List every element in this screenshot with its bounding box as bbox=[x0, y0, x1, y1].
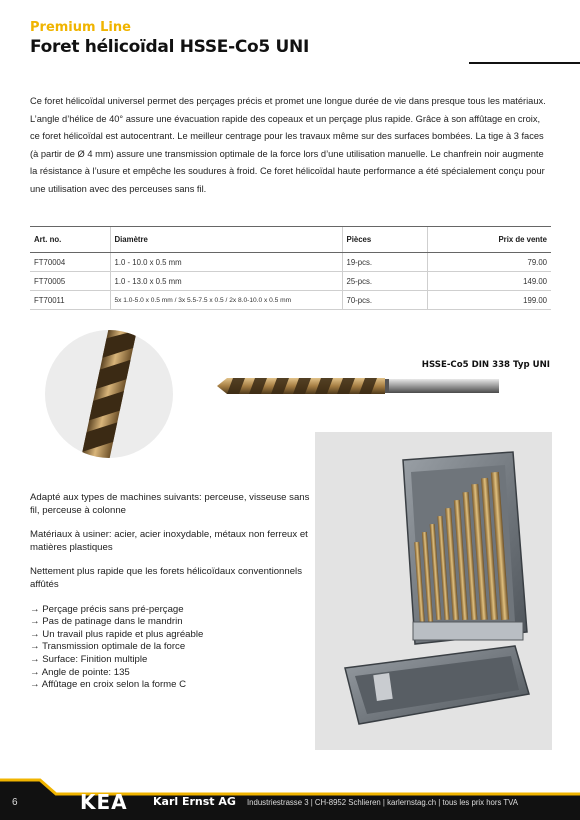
features-list bbox=[30, 492, 310, 692]
page-title: Foret hélicoïdal HSSE-Co5 UNI bbox=[30, 37, 309, 57]
list-item: → Un travail plus rapide et plus agréable bbox=[30, 628, 204, 640]
drill-type-label: HSSE-Co5 DIN 338 Typ UNI bbox=[421, 360, 550, 370]
cell-diametre: 1.0 - 13.0 x 0.5 mm bbox=[110, 272, 342, 291]
drill-closeup-image bbox=[45, 330, 173, 458]
col-prix: Prix de vente bbox=[427, 227, 551, 253]
drill-bit-illustration bbox=[215, 370, 501, 402]
title-rule bbox=[469, 62, 580, 64]
table-row bbox=[30, 272, 551, 291]
drill-tip-illustration bbox=[45, 330, 173, 458]
col-art-no: Art. no. bbox=[30, 227, 110, 253]
list-item: → Affûtage en croix selon la forme C bbox=[30, 679, 187, 691]
cell-prix: 149.00 bbox=[427, 272, 551, 291]
list-item: → Transmission optimale de la force bbox=[30, 641, 186, 653]
cell-art-no: FT70011 bbox=[30, 291, 110, 310]
product-table bbox=[30, 226, 551, 310]
cell-pieces: 19-pcs. bbox=[342, 253, 427, 272]
benefits-list bbox=[30, 604, 310, 692]
table-row bbox=[30, 253, 551, 272]
table-header-row bbox=[30, 227, 551, 253]
col-diametre: Diamètre bbox=[110, 227, 342, 253]
product-line-label: Premium Line bbox=[30, 20, 131, 35]
table-row bbox=[30, 291, 551, 310]
col-pieces: Pièces bbox=[342, 227, 427, 253]
intro-paragraph: Ce foret hélicoïdal universel permet des perçages précis et promet une longue durée de vie dans presque tous les matériaux. L’angle d’hélice de 40° assure une évacuation rapide des copeaux et un perçage plus rapide. Grâce à son affûtage en croix, ce foret hélicoïdal est autocentrant. Le meilleur centrage pour les travaux même sur des surfaces bombées. La tige à 3 faces (à partir de Ø 4 mm) assure une transmission optimale de la force lors d’une utilisation manuelle. Le chanfrein noir augmente la résistance à l’usure et empêche les soudures à froid. Ce foret hélicoïdal haute performance a été spécialement conçu pour une utilisation avec des perceuses sans fil. bbox=[30, 96, 546, 194]
cell-prix: 199.00 bbox=[427, 291, 551, 310]
cell-diametre: 1.0 - 10.0 x 0.5 mm bbox=[110, 253, 342, 272]
company-name: Karl Ernst AG bbox=[153, 795, 236, 808]
footer-address: Industriestrasse 3 | CH-8952 Schlieren | karlernstag.ch | tous les prix hors TVA bbox=[247, 798, 518, 807]
kea-logo: KEA bbox=[80, 790, 128, 814]
list-item: → Angle de pointe: 135 bbox=[30, 666, 130, 678]
speed-text: Nettement plus rapide que les forets hélicoïdaux conventionnels affûtés bbox=[30, 566, 302, 590]
list-item: → Perçage précis sans pré-perçage bbox=[30, 603, 184, 615]
drill-case-image bbox=[315, 432, 552, 750]
cell-pieces: 70-pcs. bbox=[342, 291, 427, 310]
cell-pieces: 25-pcs. bbox=[342, 272, 427, 291]
list-item: → Surface: Finition multiple bbox=[30, 653, 148, 665]
drill-set-case-illustration bbox=[315, 432, 552, 750]
cell-art-no: FT70005 bbox=[30, 272, 110, 291]
list-item: → Pas de patinage dans le mandrin bbox=[30, 616, 183, 628]
machine-types-text: Adapté aux types de machines suivants: perceuse, visseuse sans fil, perceuse à colonne bbox=[30, 492, 310, 516]
materials-text: Matériaux à usiner: acier, acier inoxydable, métaux non ferreux et matières plastiques bbox=[30, 529, 308, 553]
page-number: 6 bbox=[12, 797, 18, 808]
cell-art-no: FT70004 bbox=[30, 253, 110, 272]
cell-diametre: 5x 1.0-5.0 x 0.5 mm / 3x 5.5-7.5 x 0.5 / 2x 8.0-10.0 x 0.5 mm bbox=[110, 291, 342, 310]
cell-prix: 79.00 bbox=[427, 253, 551, 272]
